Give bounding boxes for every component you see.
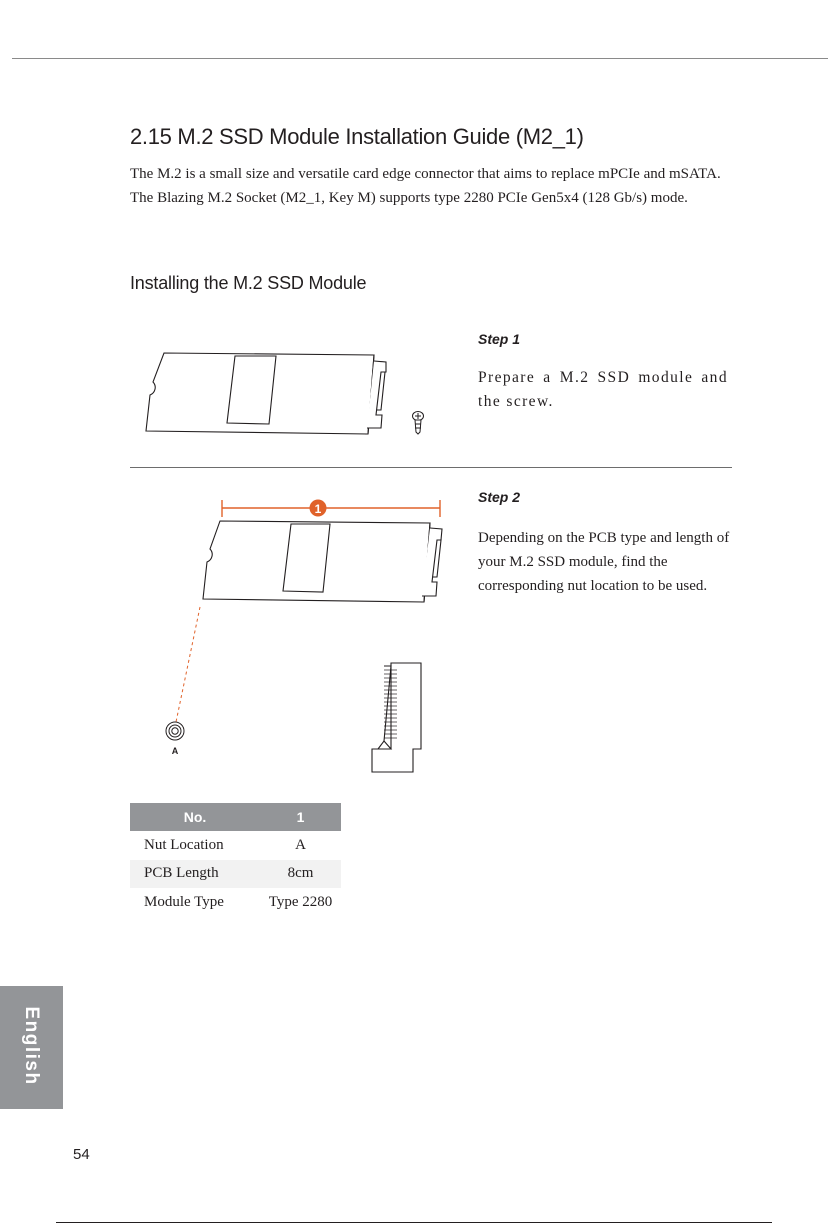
step-1-label: Step 1 xyxy=(478,331,521,347)
guide-line xyxy=(176,607,200,722)
section-title: 2.15 M.2 SSD Module Installation Guide (M2_1) xyxy=(130,124,584,149)
table-cell: Type 2280 xyxy=(268,893,333,910)
table-row xyxy=(130,860,341,889)
table-cell: Module Type xyxy=(144,893,224,910)
ssd-module-step1 xyxy=(146,353,386,434)
table-cell: A xyxy=(295,836,306,853)
footer-rule xyxy=(56,1222,772,1223)
step-2-text: Depending on the PCB type and length of your M.2 SSD module, find the corresponding nut location to be used. xyxy=(478,530,730,594)
step-1-text: Prepare a M.2 SSD module and the screw. xyxy=(478,369,728,410)
table-header-row xyxy=(130,803,341,831)
step-2-label: Step 2 xyxy=(478,489,521,505)
table-header: 1 xyxy=(260,803,341,831)
page-number: 54 xyxy=(73,1146,90,1163)
ssd-module-step2 xyxy=(203,521,442,602)
subsection-title: Installing the M.2 SSD Module xyxy=(130,273,367,293)
svg-text:1: 1 xyxy=(314,502,322,516)
table-cell: Nut Location xyxy=(144,836,224,853)
table-header: No. xyxy=(130,803,260,831)
language-label: English xyxy=(21,1006,42,1086)
table-cell: PCB Length xyxy=(130,860,260,889)
screw-icon xyxy=(413,412,424,435)
m2-socket xyxy=(372,663,421,772)
intro-paragraph: The M.2 is a small size and versatile card edge connector that aims to replace mPCIe and mSATA. The Blazing M.2 Socket (M2_1, Key M) supports type 2280 PCIe Gen5x4 (128 Gb/s) mode. xyxy=(130,166,721,206)
table-row xyxy=(130,888,341,917)
nut-standoff-icon xyxy=(166,722,184,740)
table-row xyxy=(130,831,341,860)
spec-table xyxy=(130,803,341,917)
callout-badge xyxy=(310,500,327,517)
length-indicator xyxy=(222,500,440,517)
table-cell: 8cm xyxy=(260,860,341,889)
nut-label: A xyxy=(171,746,179,756)
